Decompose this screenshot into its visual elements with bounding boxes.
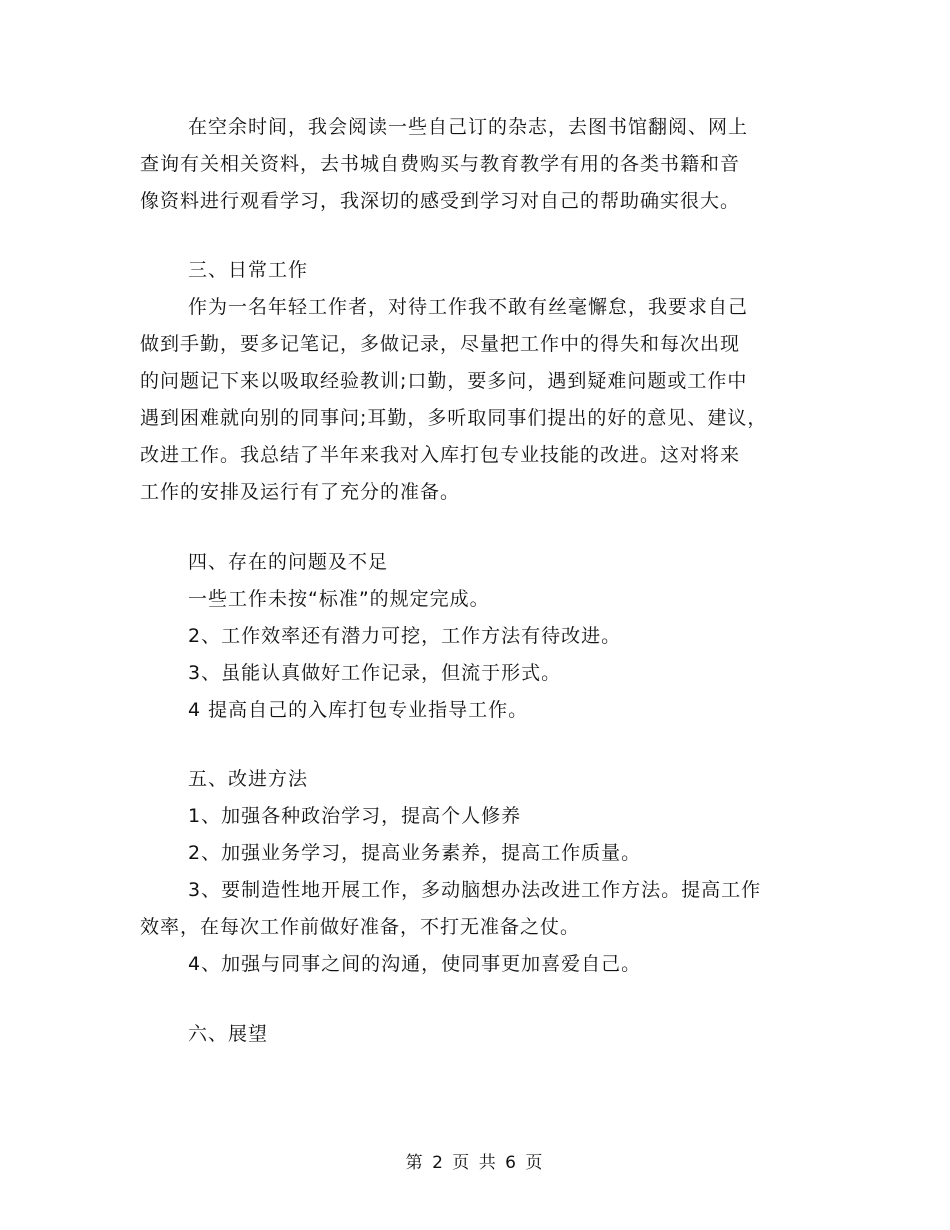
daily-work-line-5: 改进工作。我总结了半年来我对入库打包专业技能的改进。这对将来	[140, 444, 741, 466]
study-paragraph-line-2: 查询有关相关资料，去书城自费购买与教育教学有用的各类书籍和音	[140, 153, 741, 175]
problem-item-3: 3、虽能认真做好工作记录，但流于形式。	[188, 662, 562, 684]
daily-work-line-4: 遇到困难就向别的同事问;耳勤，多听取同事们提出的好的意见、建议，	[140, 407, 768, 429]
problem-item-2: 2、工作效率还有潜力可挖，工作方法有待改进。	[188, 625, 622, 647]
page-number-footer: 第 2 页 共 6 页	[405, 1153, 545, 1173]
improvement-item-3: 3、要制造性地开展工作，多动脑想办法改进工作方法。提高工作	[188, 879, 762, 901]
section-heading-problems: 四、存在的问题及不足	[188, 551, 389, 573]
section-heading-improvements: 五、改进方法	[188, 768, 309, 790]
study-paragraph-line-3: 像资料进行观看学习，我深切的感受到学习对自己的帮助确实很大。	[140, 190, 741, 212]
problem-item-4: 4 提高自己的入库打包专业指导工作。	[188, 699, 529, 721]
daily-work-line-6: 工作的安排及运行有了充分的准备。	[140, 481, 461, 503]
section-heading-outlook: 六、展望	[188, 1023, 269, 1045]
improvement-item-4: 4、加强与同事之间的沟通，使同事更加喜爱自己。	[188, 953, 642, 975]
daily-work-line-3: 的问题记下来以吸取经验教训;口勤，要多问，遇到疑难问题或工作中	[140, 370, 748, 392]
improvement-item-1: 1、加强各种政治学习，提高个人修养	[188, 805, 522, 827]
improvement-item-2: 2、加强业务学习，提高业务素养，提高工作质量。	[188, 842, 642, 864]
study-paragraph-line-1: 在空余时间，我会阅读一些自己订的杂志，去图书馆翻阅、网上	[188, 116, 749, 138]
daily-work-line-1: 作为一名年轻工作者，对待工作我不敢有丝毫懈怠，我要求自己	[188, 296, 749, 318]
problem-item-1: 一些工作未按“标准”的规定完成。	[188, 588, 490, 610]
section-heading-daily-work: 三、日常工作	[188, 259, 309, 281]
improvement-item-3-continued: 效率，在每次工作前做好准备，不打无准备之仗。	[140, 916, 581, 938]
daily-work-line-2: 做到手勤，要多记笔记，多做记录，尽量把工作中的得失和每次出现	[140, 333, 741, 355]
